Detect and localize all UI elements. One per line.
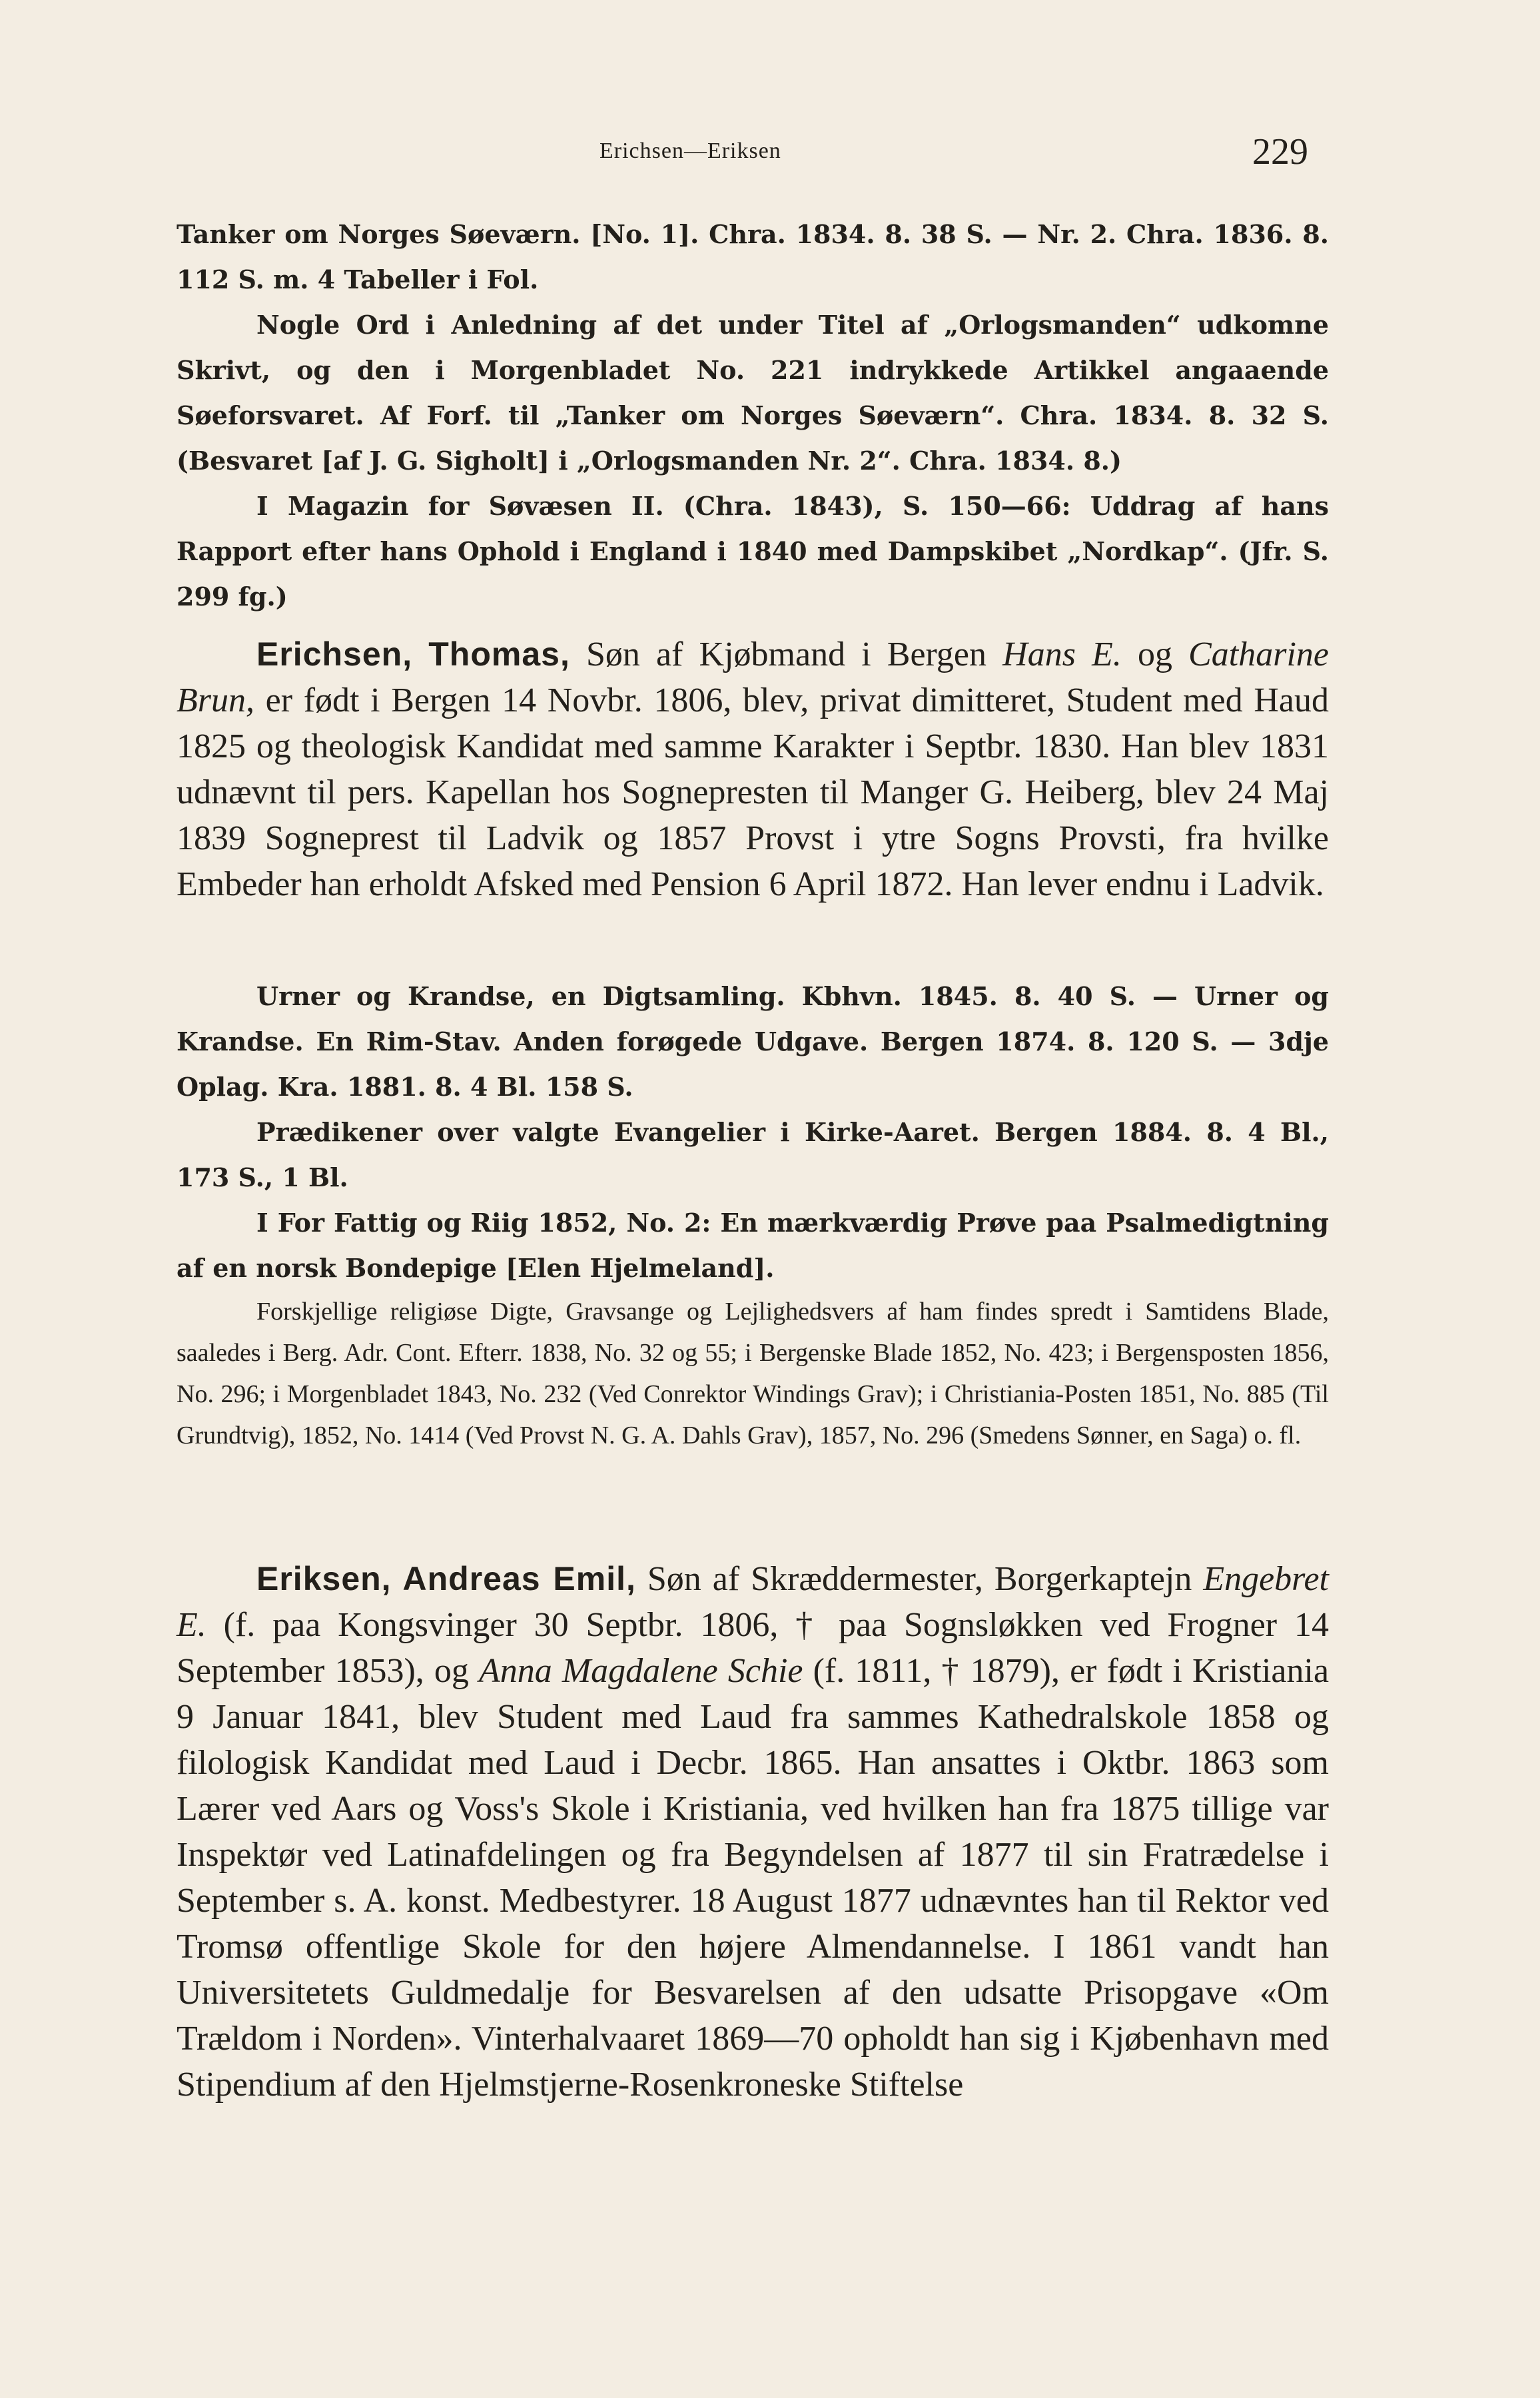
work-entry: Nogle Ord i Anledning af det under Titel af „Orlogsmanden“ udkomne Skrivt, og den i Morgenbladet No. 221 indrykkede Artikkel angaaende Søeforsvaret. Af Forf. til „Tanker om Norges Søeværn“. Chra. 1834. 8. 32 S. (Besvaret [af J. G. Sigholt] i „Orlogsmanden Nr. 2“. Chra. 1834. 8.) (177, 310, 1329, 476)
work-entry: Urner og Krandse, en Digtsamling. Kbhvn. 1845. 8. 40 S. — Urner og Krandse. En Rim-Stav. Anden forøgede Udgave. Bergen 1874. 8. 120 S. — 3dje Oplag. Kra. 1881. 8. 4 Bl. 158 S. (177, 981, 1329, 1102)
work-entry: Prædikener over valgte Evangelier i Kirke-Aaret. Bergen 1884. 8. 4 Bl., 173 S., 1 Bl. (177, 1117, 1329, 1192)
running-head: Erichsen—Eriksen (599, 139, 781, 163)
biography-paragraph: Eriksen, Andreas Emil, Søn af Skræddermester, Borgerkaptejn Engebret E. (f. paa Kongsvinger 30 Septbr. 1806, † paa Sognsløkken ved Frogner 14 September 1853), og Anna Magdalene Schie (f. 1811, † 1879), er født i Kristiania 9 Januar 1841, blev Student med Laud fra sammes Kathedralskole 1858 og filologisk Kandidat med Laud i Decbr. 1865. Han ansattes i Oktbr. 1863 som Lærer ved Aars og Voss's Skole i Kristiania, ved hvilken han fra 1875 tillige var Inspektør ved Latinafdelingen og fra Begyndelsen af 1877 til sin Fratrædelse i September s. A. konst. Medbestyrer. 18 August 1877 udnævntes han til Rektor ved Tromsø offentlige Skole for den højere Almendannelse. I 1861 vandt han Universitetets Guldmedalje for Besvarelsen af den udsatte Prisopgave «Om Trældom i Norden». Vinterhalvaaret 1869—70 opholdt han sig i Kjøbenhavn med Stipendium af den Hjelmstjerne-Rosenkroneske Stiftelse (177, 1560, 1330, 2104)
entry-2-works (177, 974, 1329, 1456)
work-entry: I Magazin for Søvæsen II. (Chra. 1843), S. 150—66: Uddrag af hans Rapport efter hans Ophold i England i 1840 med Dampskibet „Nordkap“. (Jfr. S. 299 fg.) (177, 491, 1329, 611)
father-name: Engebret E. (177, 1560, 1330, 1644)
mother-name: Anna Magdalene Schie (478, 1652, 803, 1690)
entry-surname: Erichsen, (256, 635, 413, 673)
page-number: 229 (1252, 131, 1308, 173)
entry-given-name: Thomas, (428, 635, 570, 673)
entry-erichsen-thomas (177, 631, 1329, 907)
biography-paragraph: Erichsen, Thomas, Søn af Kjøbmand i Bergen Hans E. og Catharine Brun, er født i Bergen 14 Novbr. 1806, blev, privat dimitteret, Student med Haud 1825 og theologisk Kandidat med samme Karakter i Septbr. 1830. Han blev 1831 udnævnt til pers. Kapellan hos Sognepresten til Manger G. Heiberg, blev 24 Maj 1839 Sogneprest til Ladvik og 1857 Provst i ytre Sogns Provsti, fra hvilke Embeder han erholdt Afsked med Pension 6 April 1872. Han lever endnu i Ladvik. (177, 635, 1330, 903)
work-entry: I For Fattig og Riig 1852, No. 2: En mærkværdig Prøve paa Psalmedigtning af en norsk Bondepige [Elen Hjelmeland]. (177, 1208, 1329, 1283)
entry-1-works (177, 212, 1329, 619)
entry-surname: Eriksen, (256, 1560, 392, 1597)
entry-eriksen-andreas-emil (177, 1556, 1329, 2108)
father-name: Hans E. (1002, 635, 1122, 673)
entry-given-name: Andreas Emil, (402, 1560, 636, 1597)
mother-name: Catharine Brun, (177, 635, 1330, 719)
work-entry: Tanker om Norges Søeværn. [No. 1]. Chra. 1834. 8. 38 S. — Nr. 2. Chra. 1836. 8. 112 S. m. 4 Tabeller i Fol. (177, 219, 1329, 294)
work-note: Forskjellige religiøse Digte, Gravsange og Lejlighedsvers af ham findes spredt i Samtidens Blade, saaledes i Berg. Adr. Cont. Efterr. 1838, No. 32 og 55; i Bergenske Blade 1852, No. 423; i Bergensposten 1856, No. 296; i Morgenbladet 1843, No. 232 (Ved Conrektor Windings Grav); i Christiania-Posten 1851, No. 885 (Til Grundtvig), 1852, No. 1414 (Ved Provst N. G. A. Dahls Grav), 1857, No. 296 (Smedens Sønner, en Saga) o. fl. (177, 1298, 1329, 1449)
